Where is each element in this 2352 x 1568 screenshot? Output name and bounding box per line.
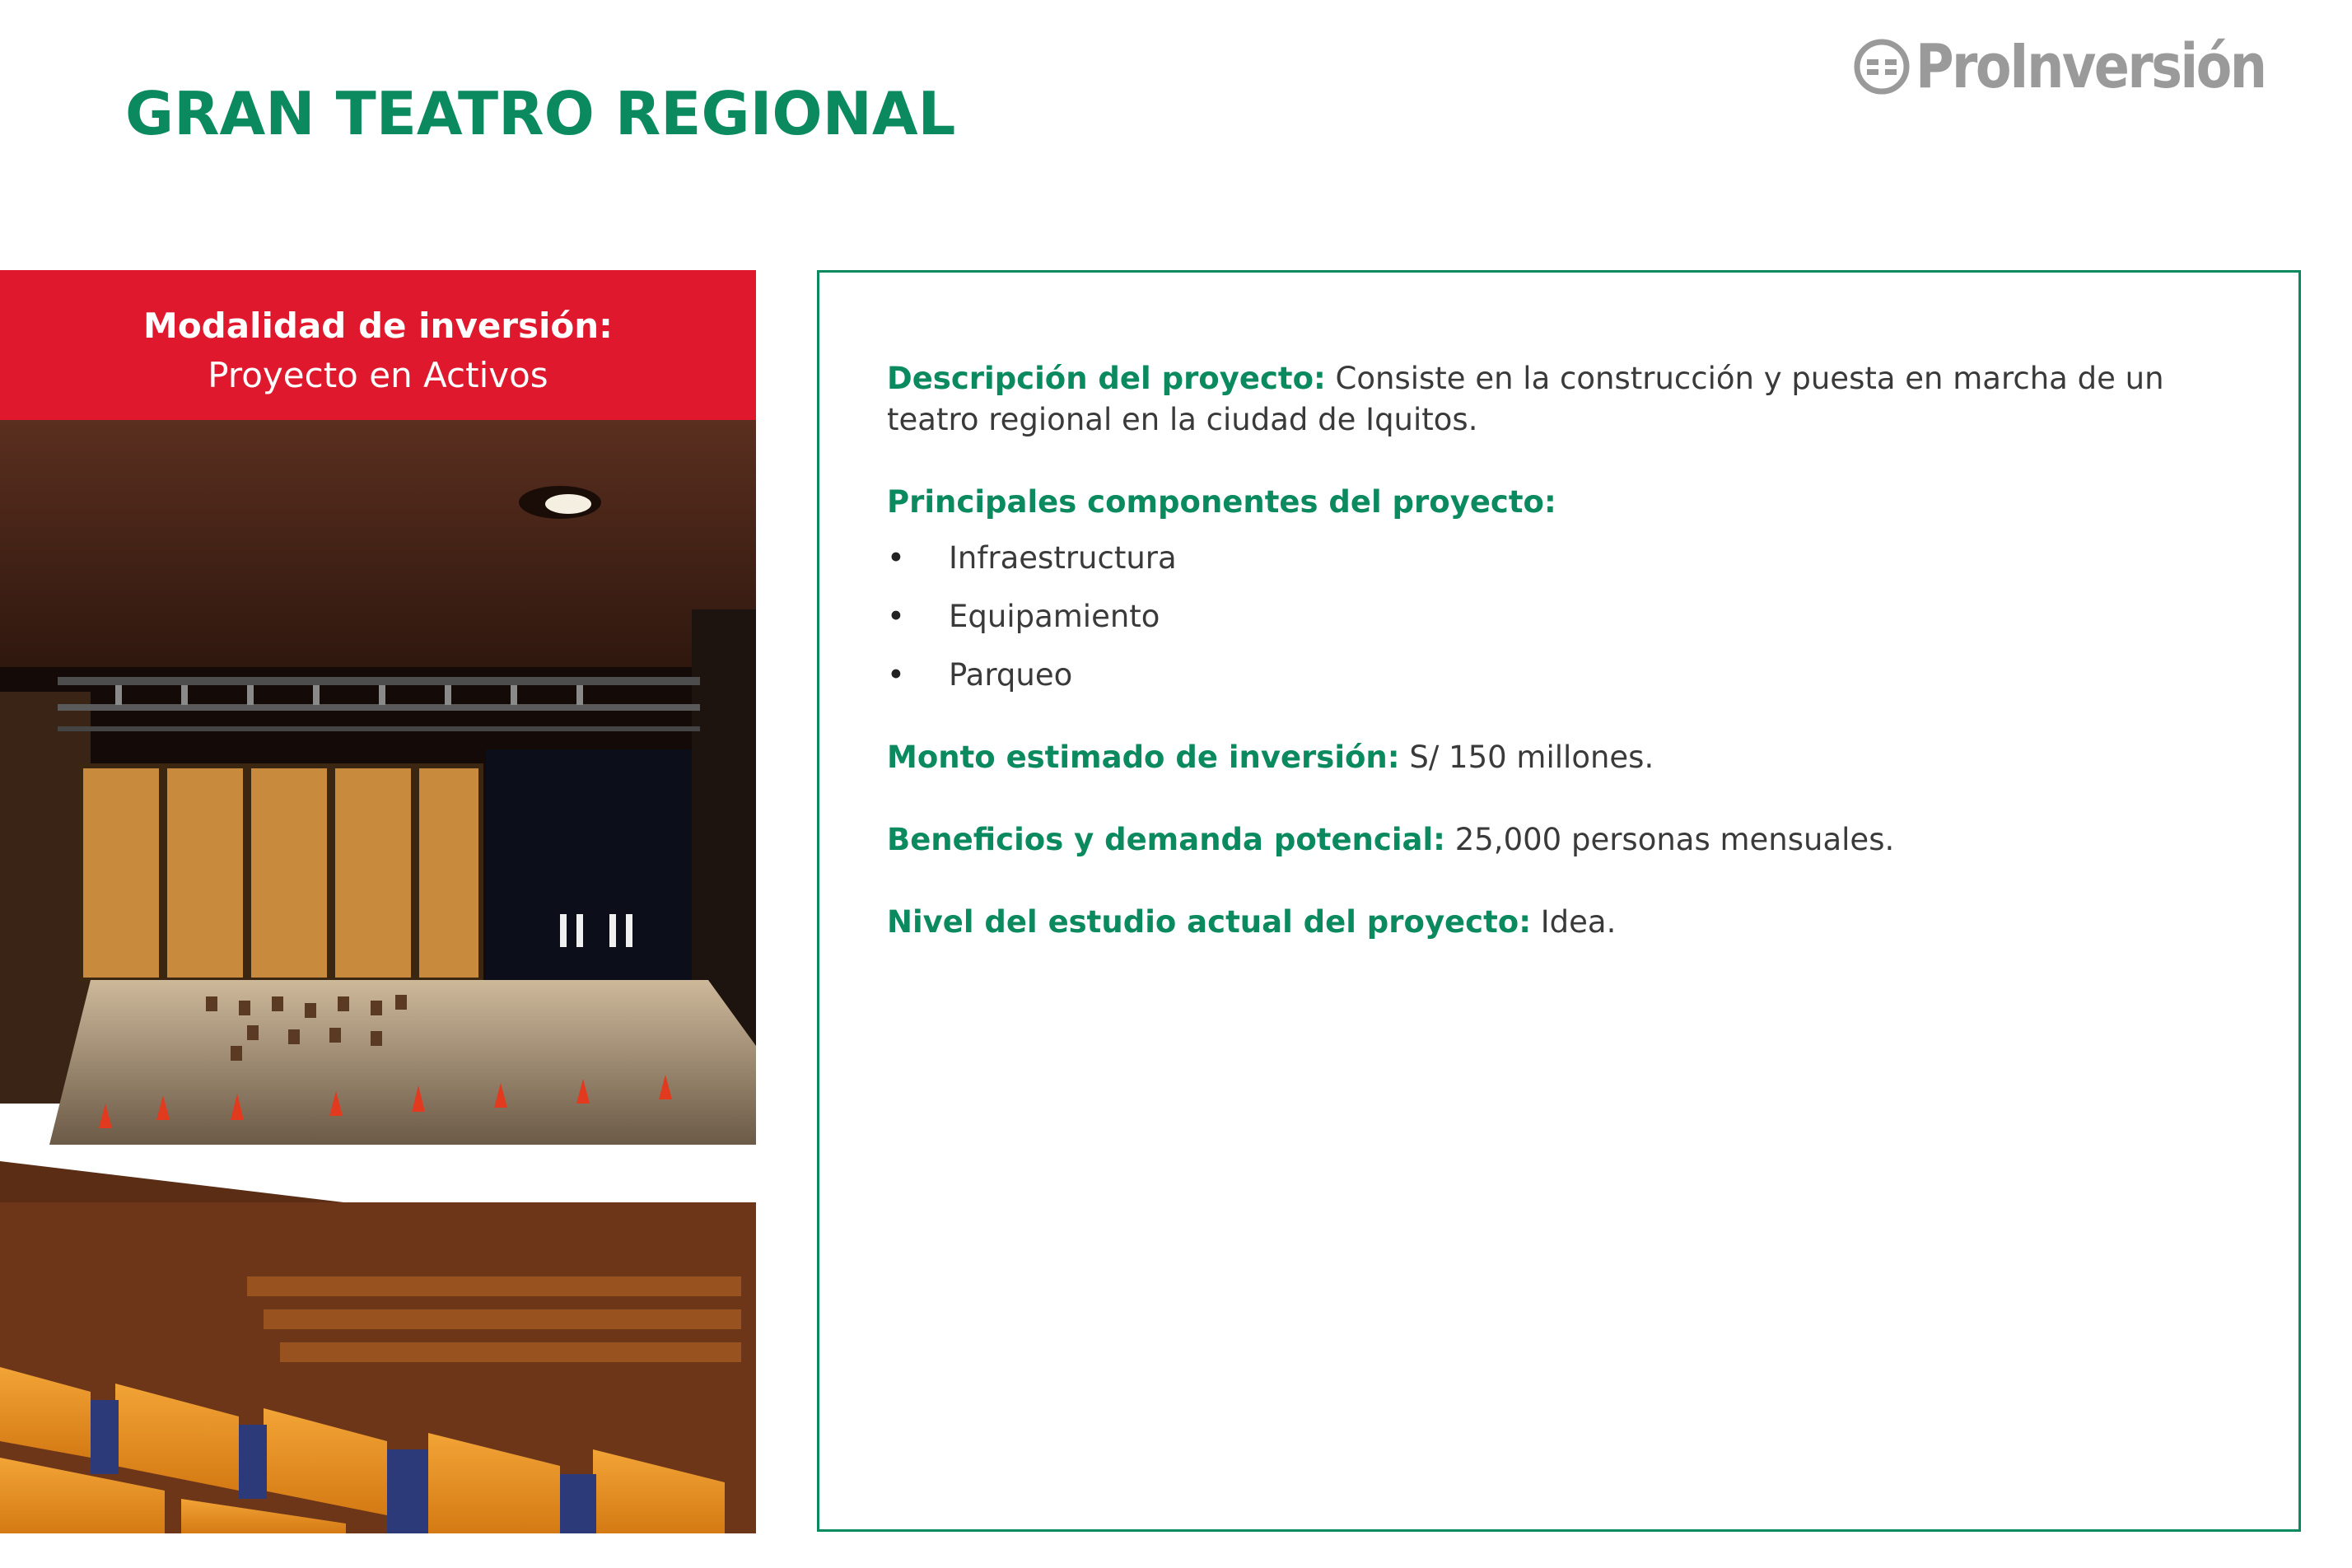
list-item [887,538,2246,579]
study-level-value: Idea. [1531,904,1617,940]
description-paragraph [887,358,2246,441]
project-info-content [887,358,2246,984]
investment-value: S/ 150 millones. [1399,740,1654,775]
logo-text: ProInversión [1916,31,2266,102]
investment-paragraph [887,737,2246,778]
study-level-label: Nivel del estudio actual del proyecto: [887,904,1531,940]
component-text: Equipamiento [949,599,1160,634]
component-text: Infraestructura [949,540,1177,576]
modality-band [0,270,756,420]
proinversion-logo [1853,31,2322,102]
proinversion-logo-icon [1853,38,1911,96]
benefits-value: 25,000 personas mensuales. [1444,822,1895,857]
investment-label: Monto estimado de inversión: [887,740,1400,775]
bullet-icon: • [887,599,905,634]
page-title: GRAN TEATRO REGIONAL [125,79,956,148]
modality-label: Modalidad de inversión: [143,306,613,346]
description-label: Descripción del proyecto: [887,361,1326,396]
modality-value: Proyecto en Activos [208,355,548,395]
bullet-icon: • [887,540,905,576]
list-item [887,655,2246,696]
components-paragraph [887,482,2246,523]
description-value: Consiste en la construcción y puesta en marcha de un teatro regional en la ciudad de Iquitos. [887,361,2164,437]
components-label: Principales componentes del proyecto: [887,484,1556,520]
benefits-label: Beneficios y demanda potencial: [887,822,1445,857]
component-text: Parqueo [949,657,1073,693]
components-list [887,538,2246,696]
benefits-paragraph [887,819,2246,861]
project-info-box [817,270,2301,1532]
left-panel [0,270,756,1533]
study-level-paragraph [887,902,2246,943]
bullet-icon: • [887,657,905,693]
theater-interior-photo [0,420,756,1533]
list-item [887,596,2246,637]
